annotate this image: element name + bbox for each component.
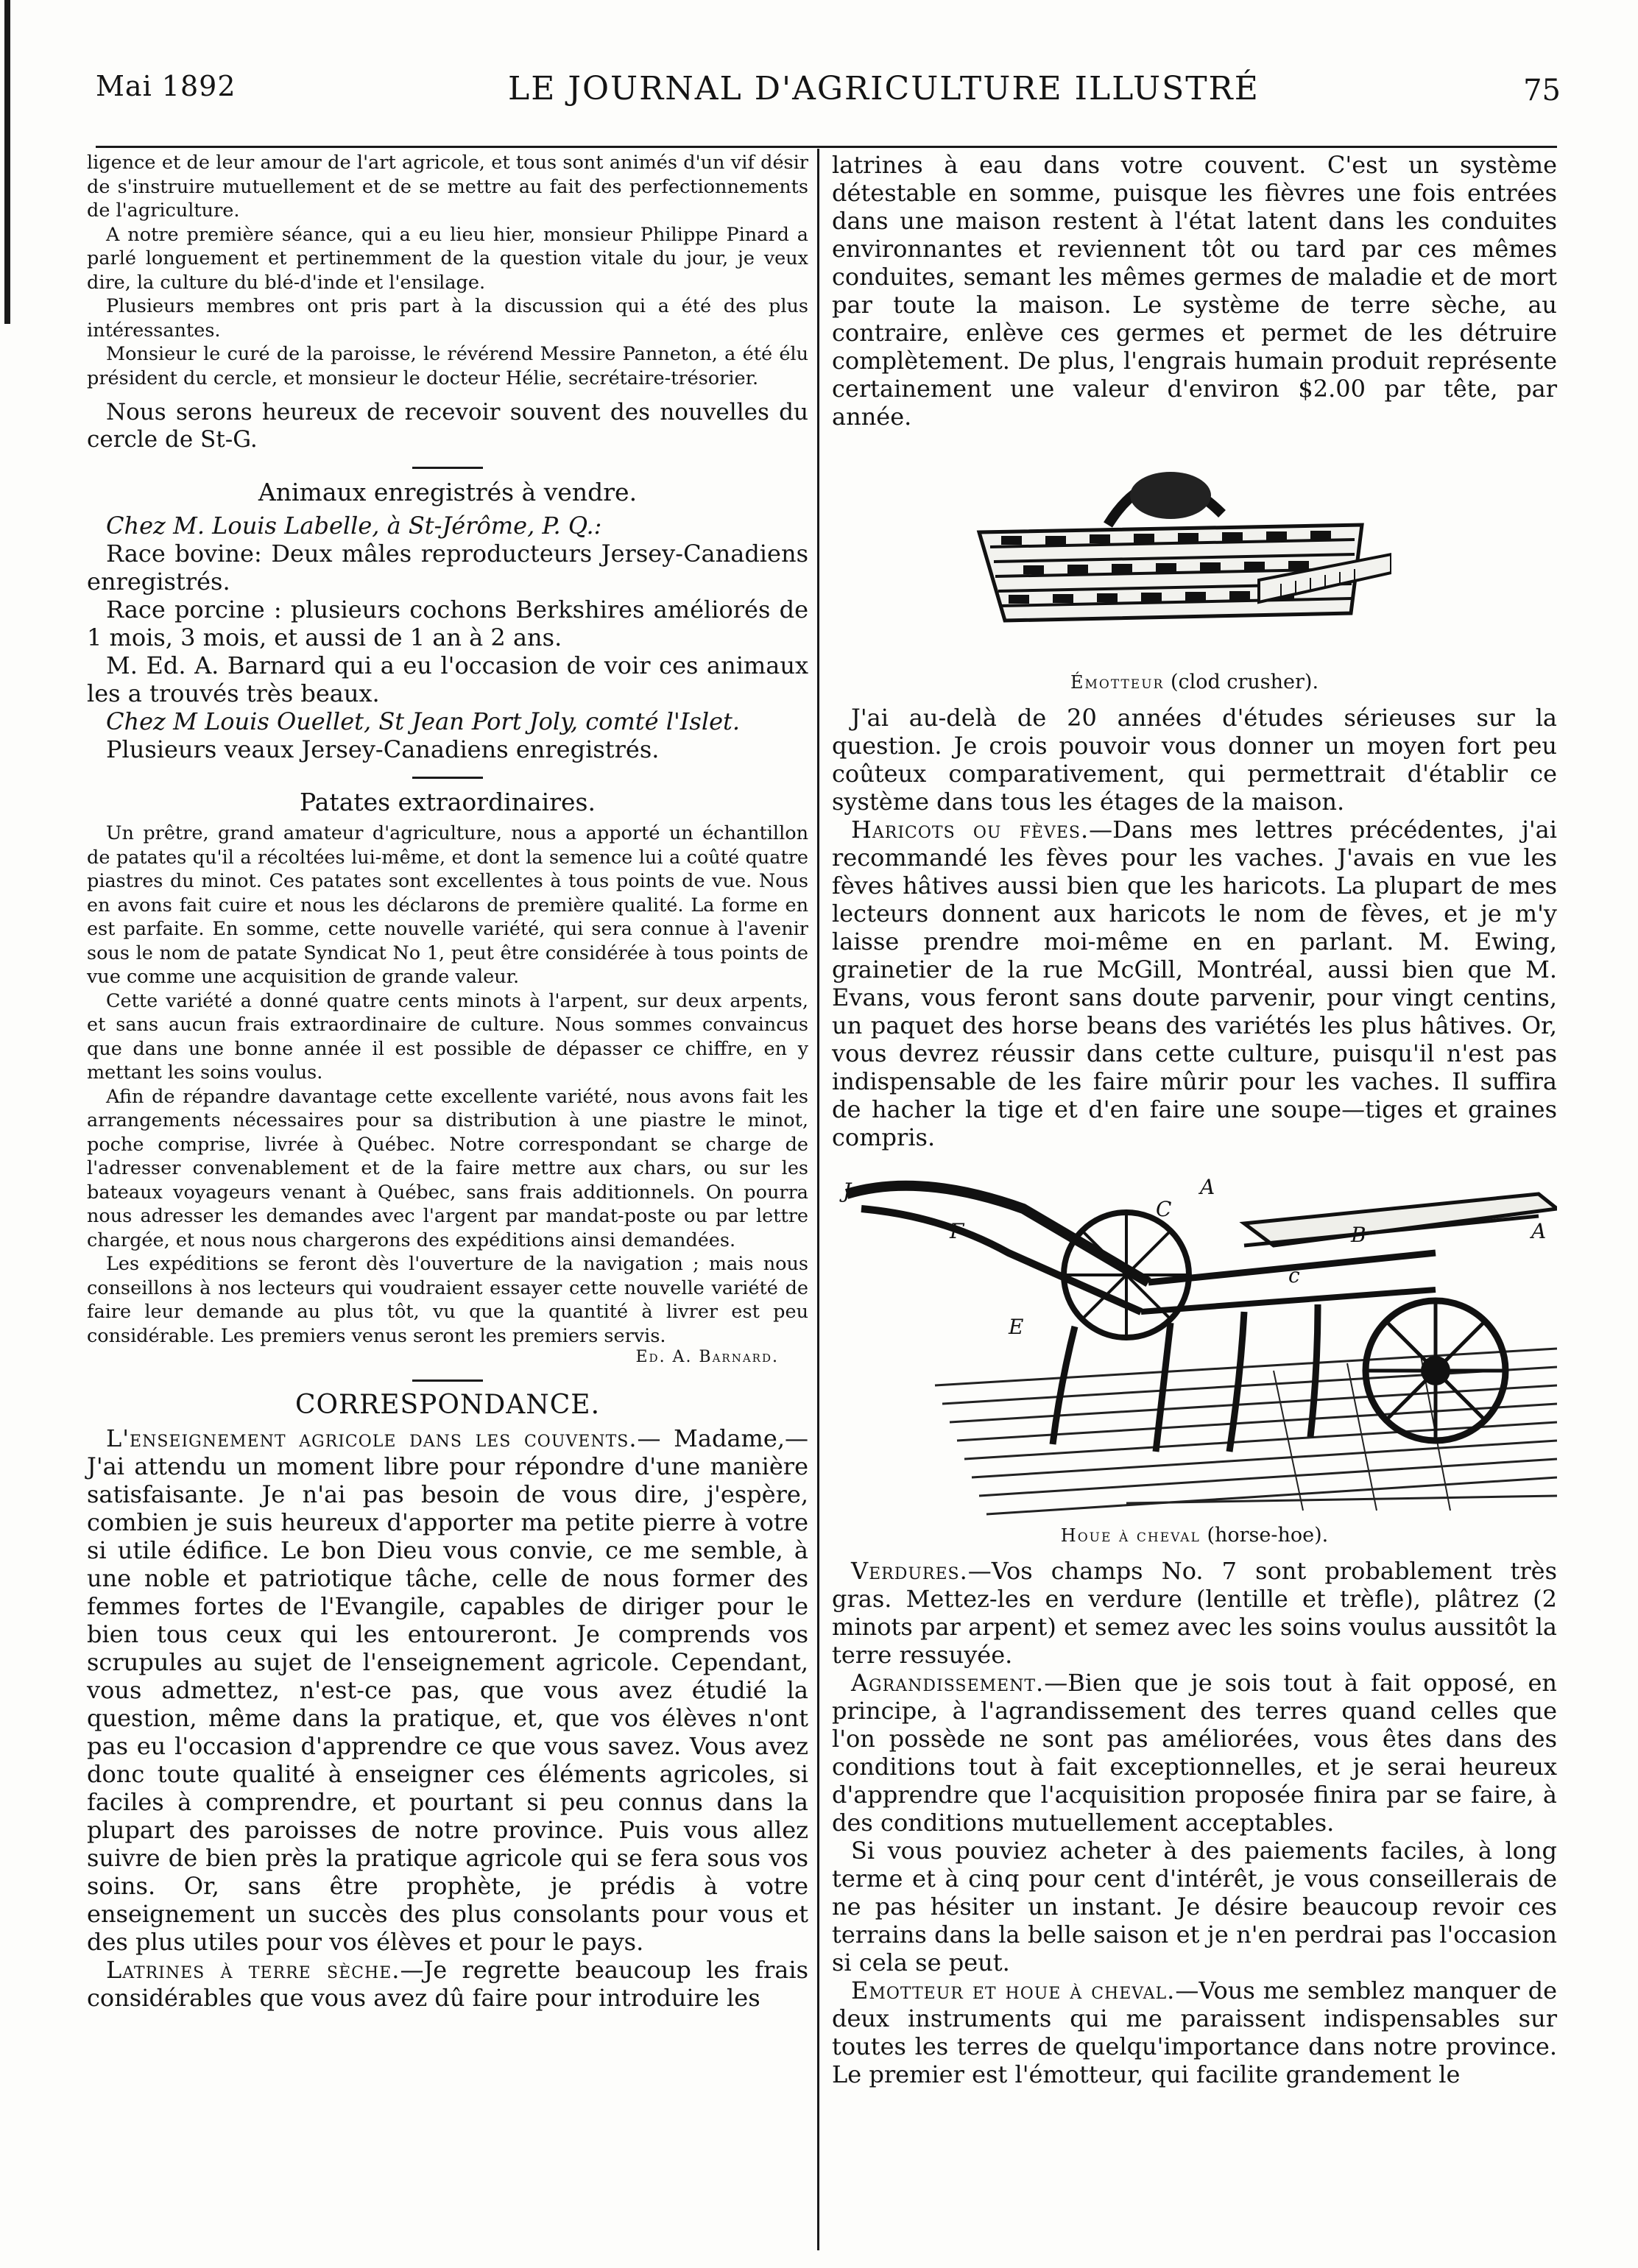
section-divider [412, 777, 483, 779]
header-title: LE JOURNAL D'AGRICULTURE ILLUSTRÉ [508, 70, 1260, 107]
run-in-heading: Haricots ou fèves. [851, 816, 1090, 844]
horse-hoe-illustration [832, 1165, 1557, 1518]
paragraph: Afin de répandre davantage cette excellente variété, nous avons fait les arrangements nécessaires pour sa distribution à une piastre le minot, poche comprise, livrée à Québec. Notre correspondant se charge de l'adresser convenablement et de la faire mettre aux chars, ou sur les bateaux voyageurs venant à Québec, sans frais additionnels. On pourra nous adresser les demandes avec l'argent par mandat-poste ou par lettre chargée, et nous nous chargerons des expéditions ainsi demandées. [87, 1085, 808, 1251]
run-in-heading: Agrandissement. [851, 1669, 1045, 1697]
paragraph: Race bovine: Deux mâles reproducteurs Jersey-Canadiens enregistrés. [87, 540, 808, 596]
run-in-heading: Verdures. [851, 1557, 968, 1585]
caption-translation: (clod crusher). [1170, 671, 1319, 693]
label-e: E [1009, 1315, 1024, 1339]
paragraph [832, 816, 1557, 1151]
label-j: J [843, 1179, 852, 1203]
paragraph: Un prêtre, grand amateur d'agriculture, nous a apporté un échantillon de patates qu'il a récoltées lui-même, et dont la semence lui a coûté quatre piastres du minot. Ces patates sont excellentes à tous points de vue. Nous en avons fait cuire et nous les déclarons de première qualité. La forme en est parfaite. En somme, cette nouvelle variété, qui sera connue à l'avenir sous le nom de patate Syndicat No 1, peut être considérée à tous points de vue comme une acquisition de grande valeur. [87, 822, 808, 988]
paragraph-text: —Vous me semblez manquer de deux instruments qui me paraissent indispensables sur toutes les terres de quelqu'importance dans notre province. Le premier est l'émotteur, qui facilite grandement le [832, 1976, 1557, 2088]
section-heading: Patates extraordinaires. [300, 788, 596, 816]
left-column [87, 151, 808, 2012]
header-date: Mai 1892 [96, 70, 236, 102]
label-a: A [1200, 1175, 1215, 1199]
paragraph [832, 1557, 1557, 1669]
paragraph: ligence et de leur amour de l'art agricole, et tous sont animés d'un vif désir de s'instruire mutuellement et de se mettre au fait des perfectionnements de l'agriculture. [87, 152, 808, 222]
paragraph [87, 1424, 808, 1956]
section-divider [412, 467, 483, 469]
caption-translation: (horse-hoe). [1207, 1524, 1329, 1547]
paragraph: M. Ed. A. Barnard qui a eu l'occasion de voir ces animaux les a trouvés très beaux. [87, 651, 808, 707]
header-rule [96, 146, 1557, 148]
paragraph: Cette variété a donné quatre cents minots à l'arpent, sur deux arpents, et sans aucun frais extraordinaire de culture. Nous sommes convaincus que dans une bonne année il est possible de dépasser ce chiffre, en y mettant les soins voulus. [87, 989, 808, 1084]
paragraph: Nous serons heureux de recevoir souvent des nouvelles du cercle de St-G. [87, 399, 808, 453]
run-in-heading: L'enseignement agricole dans les couvents.— [106, 1424, 662, 1452]
paragraph: Chez M. Louis Labelle, à St-Jérôme, P. Q.: [106, 512, 602, 540]
section-heading: Animaux enregistrés à vendre. [258, 478, 638, 506]
paragraph: Race porcine : plusieurs cochons Berkshires améliorés de 1 mois, 3 mois, et aussi de 1 an à 2 ans. [87, 596, 808, 651]
column-divider [817, 149, 819, 2250]
page-header [96, 70, 1561, 114]
paragraph [832, 1669, 1557, 1837]
paragraph: Si vous pouviez acheter à des paiements faciles, à long terme et à cinq pour cent d'intérêt, je vous conseillerais de ne pas hésiter un instant. Je désire beaucoup revoir ces terrains dans la belle saison et je n'en perdrai pas l'occasion si cela se peut. [832, 1837, 1557, 1976]
clod-crusher-illustration [950, 444, 1391, 665]
figure-caption [832, 671, 1557, 693]
label-a: A [1531, 1219, 1547, 1243]
paragraph-text: —Bien que je sois tout à fait opposé, en principe, à l'agrandissement des terres quand celles que l'on possède ne sont pas améliorées, vous êtes dans des conditions tout à fait exceptionnelles, et je serai heureux d'apprendre que l'acquisition proposée finira par se faire, à des conditions mutuellement acceptables. [832, 1669, 1557, 1837]
paragraph: Plusieurs membres ont pris part à la discussion qui a été des plus intéressantes. [87, 295, 808, 342]
label-b: B [1351, 1223, 1366, 1247]
section-heading: CORRESPONDANCE. [294, 1390, 601, 1420]
paragraph: Chez M Louis Ouellet, St Jean Port Joly, comté l'Islet. [106, 707, 741, 735]
clod-crusher-drawing [950, 444, 1391, 665]
paragraph: A notre première séance, qui a eu lieu hier, monsieur Philippe Pinard a parlé longuement et pertinemment de la question vitale du jour, je veux dire, la culture du blé-d'inde et l'ensilage. [87, 223, 808, 294]
paragraph: Les expéditions se feront dès l'ouverture de la navigation ; mais nous conseillons à nos lecteurs qui voudraient essayer cette nouvelle variété de faire leur demande au plus tôt, vu que la quantité à livrer est peu considérable. Les premiers venus seront les premiers servis. [87, 1253, 808, 1347]
label-c: C [1156, 1197, 1172, 1221]
run-in-heading: Latrines à terre sèche. [106, 1956, 400, 1984]
paragraph: Monsieur le curé de la paroisse, le révérend Messire Panneton, a été élu président du cercle, et monsieur le docteur Hélie, secrétaire-trésorier. [87, 343, 808, 389]
paragraph-text: Madame,—J'ai attendu un moment libre pour répondre d'une manière satisfaisante. Je n'ai pas besoin de vous dire, j'espère, combien je suis heureux d'apporter ma petite pierre à votre si utile édifice. Le bon Dieu vous convie, ce me semble, à une noble et patriotique tâche, celle de nous former des femmes fortes de l'Evangile, capables de diriger pour le bien tous ceux qui les entoureront. Je comprends vos scrupules au sujet de l'enseignement agricole. Cependant, vous admettez, n'est-ce pas, que vous avez étudié la question, même dans la pratique, et, que vos élèves n'ont pas eu l'occasion d'apprendre ce que vous savez. Vous avez donc toute qualité à enseigner ces éléments agricoles, si faciles à comprendre, et pourtant si peu connus dans la plupart des paroisses de notre province. Puis vous allez suivre de bien près la pratique agricole qui se fera sous vos soins. Or, sans être prophète, je prédis à votre enseignement un succès des plus consolants pour vous et des plus utiles pour vos élèves et pour le pays. [87, 1424, 808, 1956]
paragraph [87, 1956, 808, 2012]
label-f: F [950, 1219, 964, 1243]
section-divider [412, 1379, 483, 1382]
paragraph: Plusieurs veaux Jersey-Canadiens enregistrés. [106, 735, 660, 763]
paragraph-text: —Je regrette beaucoup les frais considérables que vous avez dû faire pour introduire les [87, 1956, 809, 2012]
paragraph [832, 1976, 1557, 2088]
figure-caption [832, 1524, 1557, 1547]
horse-hoe-drawing [832, 1165, 1557, 1518]
paragraph-text: —Vos champs No. 7 sont probablement très gras. Mettez-les en verdure (lentille et trèfle), plâtrez (2 minots par arpent) et semez avec les soins voulus aussitôt la terre ressuyée. [832, 1557, 1557, 1669]
paragraph: J'ai au-delà de 20 années d'études sérieuses sur la question. Je crois pouvoir vous donner un moyen fort peu coûteux comparativement, qui permettrait d'établir ce système dans tous les étages de la maison. [832, 704, 1557, 816]
label-c-small: c [1288, 1263, 1300, 1287]
paragraph-text: —Dans mes lettres précédentes, j'ai recommandé les fèves pour les vaches. J'avais en vue les fèves hâtives aussi bien que les haricots. La plupart de mes lecteurs donnent aux haricots le nom de fèves, et je m'y laisse prendre moi-même en en parlant. M. Ewing, grainetier de la rue McGill, Montréal, aussi bien que M. Evans, vous feront sans doute parvenir, pour vingt centins, un paquet des horse beans des variétés les plus hâtives. Or, vous devrez réussir dans cette culture, puisqu'il n'est pas indispensable de les faire mûrir pour les vaches. Il suffira de hacher la tige et d'en faire une soupe—tiges et graines compris. [832, 816, 1557, 1151]
caption-title: Houe à cheval [1060, 1525, 1201, 1546]
page-edge-shadow [4, 0, 10, 324]
right-column [832, 151, 1557, 2088]
page-number: 75 [1523, 74, 1561, 107]
signature: Ed. A. Barnard. [635, 1348, 779, 1366]
paragraph: latrines à eau dans votre couvent. C'est un système détestable en somme, puisque les fièvres une fois entrées dans une maison restent à l'état latent dans les conduites environnantes et reviennent tôt ou tard par ces mêmes conduites, semant les mêmes germes de maladie et de mort par toute la maison. Le système de terre sèche, au contraire, enlève ces germes et permet de les détruire complètement. De plus, l'engrais humain produit représente certainement une valeur d'environ $2.00 par tête, par année. [832, 151, 1557, 431]
run-in-heading: Emotteur et houe à cheval. [851, 1976, 1176, 2004]
caption-title: Émotteur [1070, 672, 1165, 693]
